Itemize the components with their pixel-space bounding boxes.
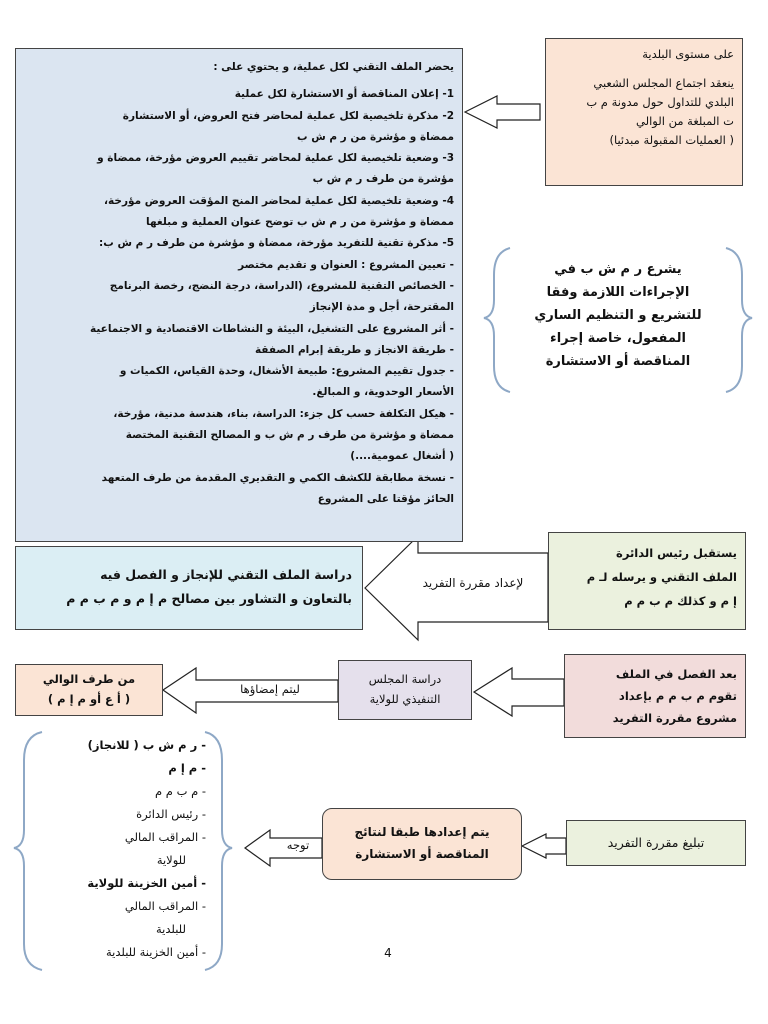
tech-file-line: 3- وضعية تلخيصية لكل عملية لمحاضر تقييم العروض مؤرخة، ممضاة و — [97, 152, 454, 165]
recipient-item: - رئيس الدائرة — [136, 807, 206, 821]
study-line-1: دراسة الملف التقني للإنجاز و الفصل فيه — [100, 567, 352, 582]
notify-label: تبليغ مقررة التفريد — [607, 835, 705, 850]
municipal-line-1: ينعقد اجتماع المجلس الشعبي — [593, 76, 734, 90]
recipient-item: للولاية — [156, 853, 186, 867]
wali-line-2: ( أ ع أو م إ م ) — [47, 692, 131, 706]
tech-file-line: الأسعار الوحدوية، و المبالغ. — [312, 386, 454, 399]
notify-box — [566, 820, 746, 866]
arrow-label-signing: ليتم إمضاؤها — [240, 682, 300, 696]
municipal-line-4: ( العمليات المقبولة مبدئيا) — [609, 133, 734, 147]
page-number: 4 — [384, 946, 392, 960]
municipal-heading: على مستوى البلدية — [642, 47, 734, 61]
council-box — [338, 660, 472, 720]
after-line-3: مشروع مقررة التفريد — [612, 711, 737, 725]
recipient-item: - م ب م م — [155, 784, 206, 798]
tech-file-line: - تعيين المشروع : العنوان و تقديم مختصر — [238, 258, 454, 271]
tech-file-line: 1- إعلان المناقصة أو الاستشارة لكل عملية — [234, 88, 454, 101]
recipient-item: - م إ م — [168, 761, 206, 775]
receive-box — [548, 532, 746, 630]
receive-line-1: يستقبل رئيس الدائرة — [616, 546, 737, 560]
recipient-item: للبلدية — [156, 922, 186, 936]
prepared-line-2: المناقصة أو الاستشارة — [355, 847, 489, 861]
tech-file-line: - الخصائص التقنية للمشروع، (الدراسة، درجة النضج، رخصة البرنامج — [109, 279, 454, 292]
wali-box — [15, 664, 163, 716]
recipient-item: - المراقب المالي — [124, 830, 206, 844]
tech-file-line: مؤشرة من طرف ر م ش ب — [312, 173, 454, 186]
brace-note-line-3: للتشريع و التنظيم الساري — [534, 308, 702, 323]
tech-file-line: 5- مذكرة تقنية للتفريد مؤرخة، ممضاة و مؤشرة من طرف ر م ش ب: — [99, 237, 454, 250]
tech-file-line: - هيكل التكلفة حسب كل جزء: الدراسة، بناء، هندسة مدنية، مؤرخة، — [113, 407, 454, 420]
brace-note-line-4: المفعول، خاصة إجراء — [550, 331, 686, 346]
receive-line-3: إ م و كذلك م ب م م — [624, 594, 737, 608]
prepared-line-1: يتم إعدادها طبقا لنتائج — [354, 825, 490, 839]
brace-note-line-1: يشرع ر م ش ب في — [554, 262, 682, 277]
tech-file-box — [15, 48, 463, 542]
brace-note-line-5: المناقصة أو الاستشارة — [545, 354, 691, 369]
tech-file-line: - نسخة مطابقة للكشف الكمي و التقديري المقدمة من طرف المتعهد — [101, 471, 454, 484]
brace-note-line-2: الإجراءات اللازمة وفقا — [546, 285, 690, 300]
brace-note — [506, 258, 730, 378]
arrow-label-prepare-decision: لإعداد مقررة التفريد — [422, 576, 524, 590]
recipient-item: - ر م ش ب ( للانجاز) — [87, 738, 206, 752]
tech-file-line: 2- مذكرة تلخيصية لكل عملية لمحاضر فتح العروض، أو الاستشارة — [122, 109, 454, 122]
receive-line-2: الملف التقني و يرسله لـ م — [586, 570, 737, 584]
tech-file-line: - جدول تقييم المشروع: طبيعة الأشغال، وحدة القياس، الكميات و — [119, 365, 454, 378]
wali-line-1: من طرف الوالي — [42, 672, 136, 686]
after-line-2: تقوم م ب م م بإعداد — [618, 689, 737, 703]
after-box — [564, 654, 746, 738]
municipal-box — [545, 38, 743, 186]
tech-file-intro: يحضر الملف التقني لكل عملية، و يحتوي على : — [213, 61, 454, 73]
study-box — [15, 546, 363, 630]
tech-file-line: ( أشغال عمومية....) — [350, 450, 454, 463]
recipient-item: - أمين الخزينة للبلدية — [106, 945, 206, 959]
tech-file-line: ممضاة و مؤشرة من ر م ش ب — [296, 130, 454, 143]
arrow-label-sent-to: توجه — [286, 838, 310, 852]
recipient-item: - المراقب المالي — [124, 899, 206, 913]
tech-file-line: المقترحة، أجل و مدة الإنجاز — [309, 301, 454, 314]
council-line-2: التنفيذي للولاية — [369, 692, 441, 706]
municipal-line-2: البلدي للتداول حول مدونة م ب — [586, 95, 734, 109]
municipal-line-3: ت المبلغة من الوالي — [636, 114, 734, 128]
prepared-box — [322, 808, 522, 880]
arrow-left-after — [474, 668, 564, 716]
tech-file-line: - أثر المشروع على التشغيل، البيئة و النشاطات الاقتصادية و الاجتماعية — [90, 322, 454, 335]
after-line-1: بعد الفصل في الملف — [615, 667, 737, 681]
tech-file-line: - طريقة الانجاز و طريقة إبرام الصفقة — [254, 343, 454, 356]
recipients-right-brace — [205, 732, 232, 970]
arrow-left-notify — [522, 834, 566, 858]
tech-file-line: ممضاة و مؤشرة من ر م ش ب توضح عنوان العملية و مبلغها — [146, 216, 454, 229]
council-line-1: دراسة المجلس — [368, 672, 442, 686]
tech-file-line: ممضاة و مؤشرة من طرف ر م ش ب و المصالح التقنية المختصة — [125, 429, 454, 442]
recipient-item: - أمين الخزينة للولاية — [87, 876, 206, 890]
tech-file-line: الحائز مؤقتا على المشروع — [317, 492, 454, 505]
study-line-2: بالتعاون و التشاور بين مصالح م إ م و م ب م م — [66, 591, 352, 606]
tech-file-line: 4- وضعية تلخيصية لكل عملية لمحاضر المنح المؤقت العروض مؤرخة، — [104, 194, 454, 207]
recipients-list — [36, 734, 206, 966]
arrow-left-top — [465, 96, 540, 128]
